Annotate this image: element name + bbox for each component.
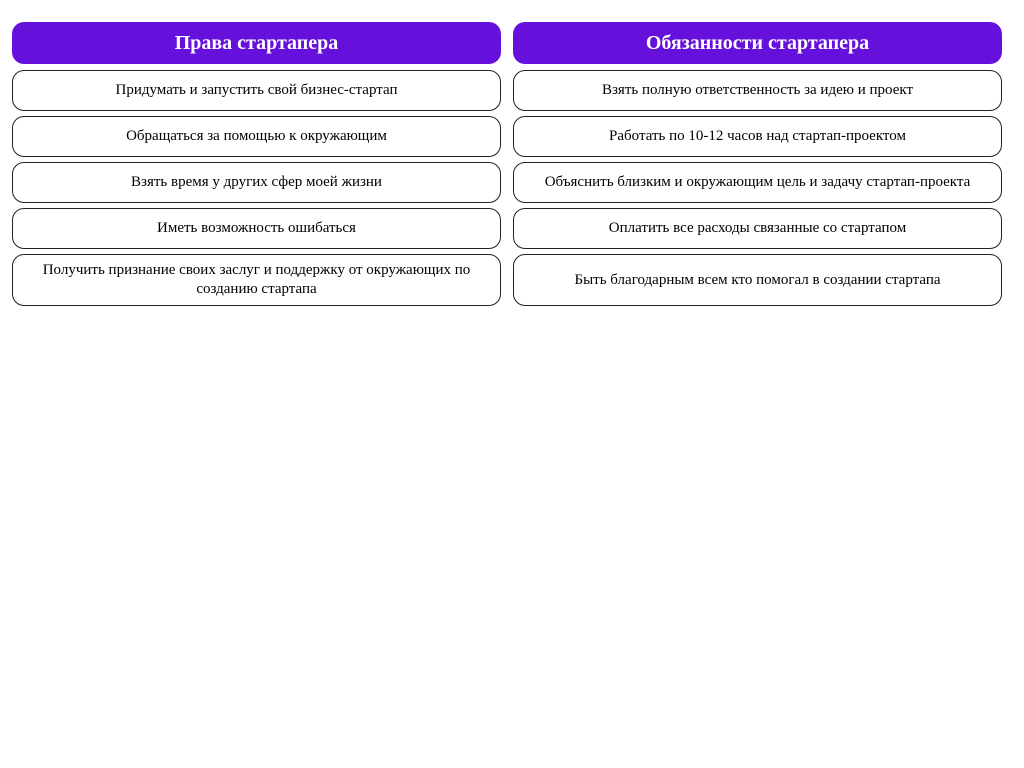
- rights-item: Обращаться за помощью к окружающим: [12, 116, 501, 157]
- duties-header: Обязанности стартапера: [513, 22, 1002, 64]
- duties-item: Работать по 10-12 часов над стартап-проектом: [513, 116, 1002, 157]
- duties-item: Оплатить все расходы связанные со стартапом: [513, 208, 1002, 249]
- rights-item: Иметь возможность ошибаться: [12, 208, 501, 249]
- rights-item: Придумать и запустить свой бизнес-стартап: [12, 70, 501, 111]
- duties-item: Взять полную ответственность за идею и проект: [513, 70, 1002, 111]
- rights-item: Получить признание своих заслуг и поддержку от окружающих по созданию стартапа: [12, 254, 501, 306]
- duties-item: Быть благодарным всем кто помогал в создании стартапа: [513, 254, 1002, 306]
- rights-header: Права стартапера: [12, 22, 501, 64]
- rights-duties-table: [12, 22, 1002, 306]
- rights-item: Взять время у других сфер моей жизни: [12, 162, 501, 203]
- duties-item: Объяснить близким и окружающим цель и задачу стартап-проекта: [513, 162, 1002, 203]
